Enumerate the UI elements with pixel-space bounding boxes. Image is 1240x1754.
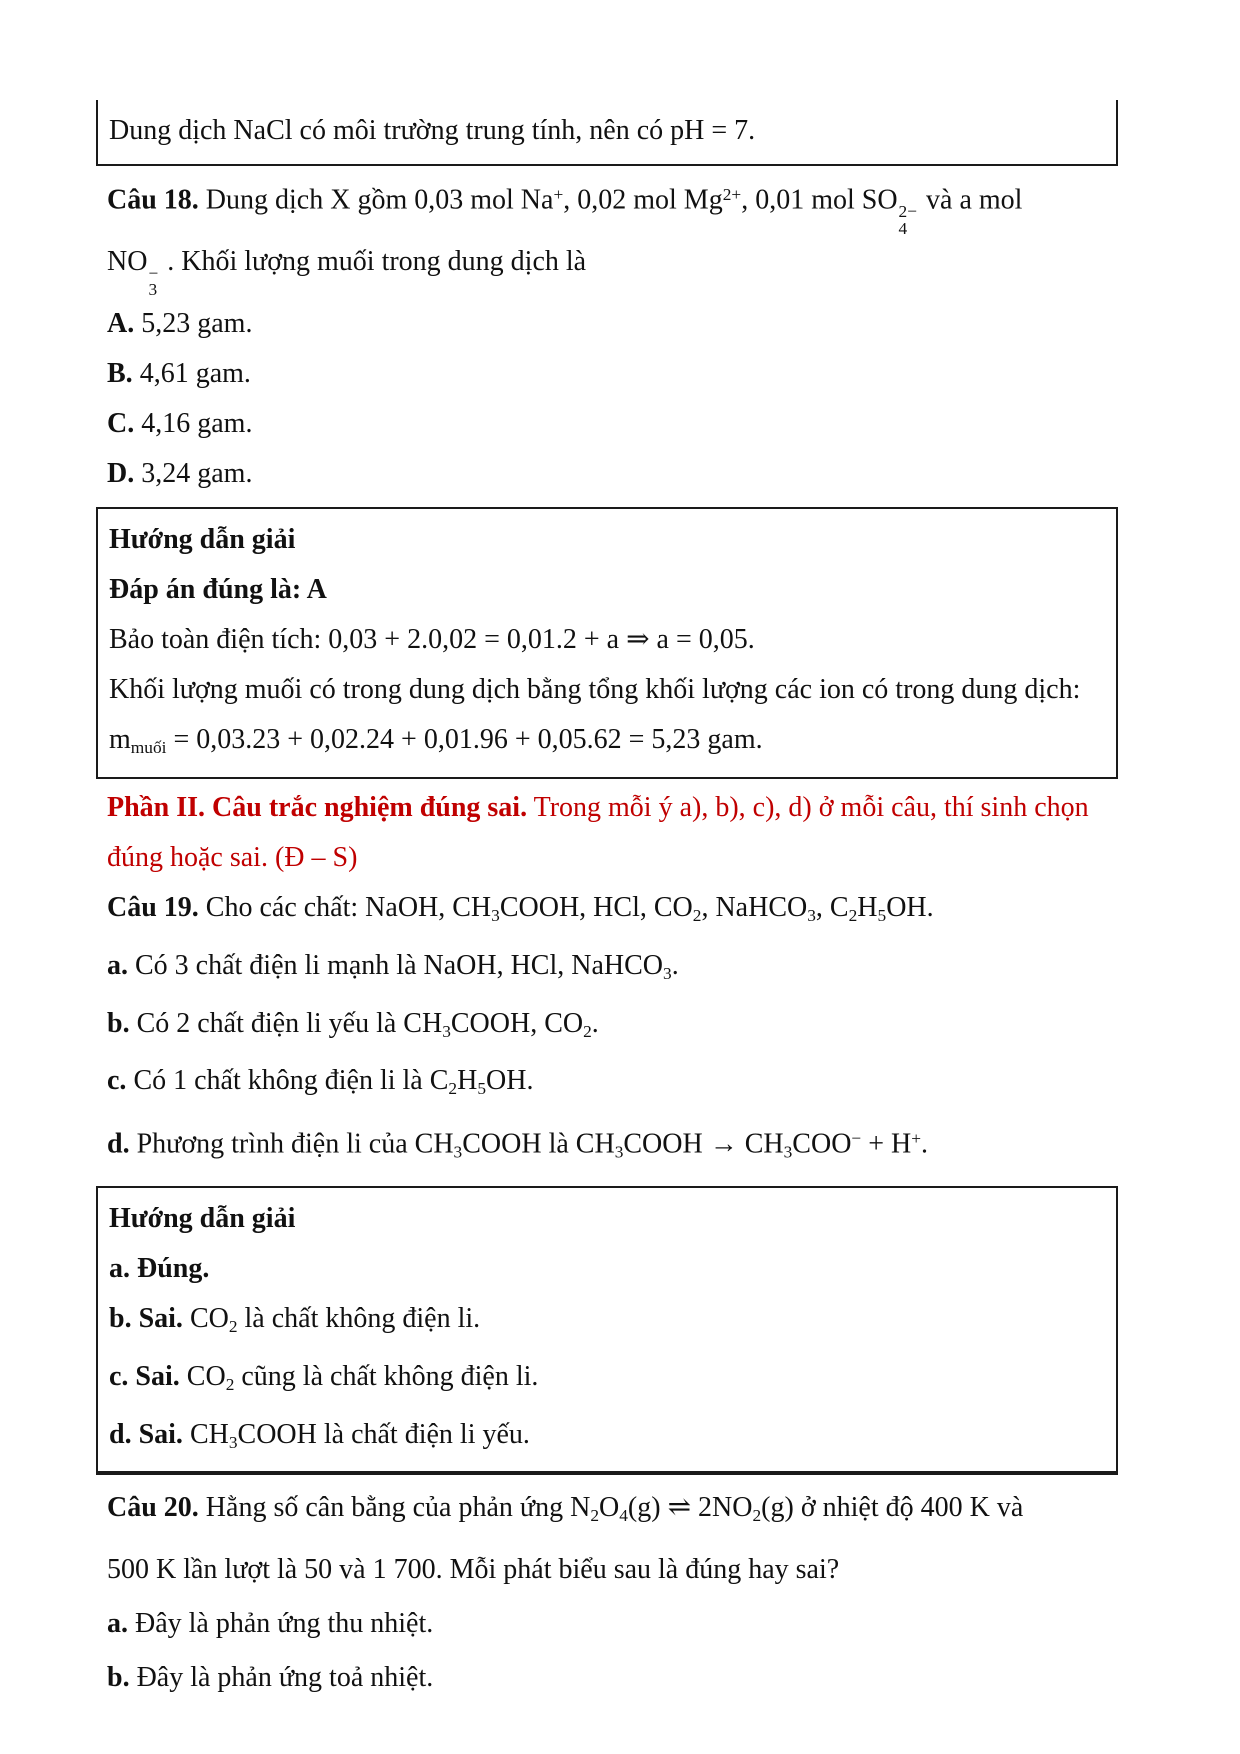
text-segment: 2: [225, 1374, 235, 1394]
text-line: [107, 1481, 1160, 1543]
text-segment: OH.: [886, 891, 934, 923]
text-segment: COOH là chất điện li yếu.: [237, 1418, 530, 1450]
text-line: [107, 783, 1160, 833]
bold-text: Câu 19.: [107, 891, 199, 923]
text-segment: CO: [179, 1360, 226, 1392]
bold-text: c.: [107, 1065, 127, 1097]
bold-text: c. Sai.: [109, 1360, 180, 1392]
text-segment: Hằng số cân bằng của phản ứng N: [198, 1492, 591, 1524]
text-segment: .: [921, 1128, 929, 1160]
text-segment: 3: [228, 1432, 238, 1452]
sup-sub-stack: [148, 263, 159, 300]
text-segment: +: [553, 185, 564, 204]
text-line: [109, 1352, 1106, 1410]
text-segment: 4,16 gam.: [134, 407, 253, 439]
text-segment: 5: [477, 1079, 487, 1099]
bold-text: d.: [107, 1128, 130, 1160]
text-segment: , C: [815, 891, 849, 923]
text-segment: , 0,01 mol: [741, 184, 862, 216]
text-line: [107, 1543, 1160, 1597]
text-line: [107, 299, 1160, 349]
text-segment: OH.: [486, 1065, 534, 1097]
text-segment: 4: [619, 1506, 628, 1526]
text-segment: COO: [792, 1128, 852, 1160]
text-segment: 3: [442, 1021, 451, 1041]
solution-box-question-18: [96, 507, 1118, 779]
text-segment: Phương trình điện li của CH: [129, 1128, 454, 1160]
text-line: [107, 1651, 1160, 1705]
bold-text: Hướng dẫn giải: [109, 1202, 296, 1234]
text-segment: 5,23 gam.: [134, 307, 253, 339]
text-line: [107, 1056, 1160, 1114]
subscript-text: 3: [148, 280, 158, 300]
text-line: [109, 1244, 1106, 1294]
bold-text: a.: [107, 949, 128, 981]
text-segment: 3: [453, 1142, 463, 1162]
text-line: [107, 999, 1160, 1057]
superscript-text: 2−: [898, 202, 918, 222]
bold-text: b.: [107, 1007, 130, 1039]
text-segment: Trong mỗi ý a), b), c), d) ở mỗi câu, thí sinh chọn: [527, 791, 1089, 823]
text-line: [109, 665, 1106, 715]
subscript-text: 4: [898, 218, 908, 238]
text-line: [107, 941, 1160, 999]
text-segment: 5: [877, 905, 887, 925]
bold-text: B.: [107, 357, 133, 389]
question-20: [107, 1481, 1160, 1705]
question-18: [107, 170, 1160, 499]
text-segment: Có 1 chất không điện li là C: [126, 1065, 449, 1097]
text-segment: H: [457, 1065, 478, 1097]
text-line: [107, 349, 1160, 399]
text-segment: .: [671, 949, 679, 981]
text-segment: CH: [182, 1418, 229, 1450]
text-segment: (g) ở nhiệt độ 400 K và: [761, 1492, 1024, 1524]
text-segment: 4,61 gam.: [132, 357, 251, 389]
text-line: [109, 1294, 1106, 1352]
bold-text: Câu 18.: [107, 184, 199, 216]
superscript-text: −: [148, 263, 159, 283]
text-segment: SO: [861, 184, 898, 216]
text-segment: Cho các chất: NaOH, CH: [198, 891, 492, 923]
text-segment: 3: [783, 1142, 793, 1162]
bold-text: Phần II. Câu trắc nghiệm đúng sai.: [107, 791, 528, 823]
text-segment: 2: [692, 905, 702, 925]
text-line: [107, 1114, 1160, 1178]
bold-text: d. Sai.: [109, 1418, 183, 1450]
text-segment: , 0,02 mol Mg: [563, 184, 723, 216]
text-segment: 2+: [722, 185, 742, 204]
text-segment: Khối lượng muối có trong dung dịch bằng tổng khối lượng các ion có trong dung dịch:: [109, 673, 1081, 705]
text-segment: . Khối lượng muối trong dung dịch là: [160, 246, 587, 278]
text-segment: Có 2 chất điện li yếu là CH: [129, 1007, 443, 1039]
text-segment: COOH → CH: [623, 1128, 784, 1160]
text-segment: 3,24 gam.: [134, 457, 253, 489]
text-segment: 2: [590, 1506, 599, 1526]
text-segment: 3: [807, 905, 816, 925]
text-segment: là chất không điện li.: [237, 1302, 481, 1334]
sup-sub-stack: [899, 204, 917, 237]
text-segment: 2: [752, 1506, 762, 1526]
text-line: [109, 615, 1106, 665]
text-line: [109, 565, 1106, 615]
text-segment: 3: [614, 1142, 624, 1162]
document-content: [96, 100, 1160, 1705]
text-segment: NO: [107, 246, 148, 278]
text-line: [107, 399, 1160, 449]
text-segment: 2: [448, 1079, 458, 1099]
text-segment: 2: [848, 905, 858, 925]
text-line: [109, 1410, 1106, 1468]
text-segment: −: [851, 1129, 862, 1149]
text-segment: Dung dịch X gồm 0,03 mol Na: [198, 184, 554, 216]
text-segment: Đây là phản ứng thu nhiệt.: [128, 1608, 434, 1640]
text-line: [109, 106, 1106, 156]
text-line: [107, 1597, 1160, 1651]
text-segment: (g) ⇌ 2NO: [627, 1492, 753, 1524]
text-segment: m: [109, 723, 131, 755]
text-segment: CO: [182, 1302, 229, 1334]
bold-text: Câu 20.: [107, 1492, 199, 1524]
text-segment: Đây là phản ứng toả nhiệt.: [129, 1662, 434, 1694]
text-segment: cũng là chất không điện li.: [234, 1360, 539, 1392]
bold-text: C.: [107, 407, 135, 439]
text-segment: 500 K lần lượt là 50 và 1 700. Mỗi phát biểu sau là đúng hay sai?: [107, 1554, 840, 1586]
text-segment: H: [857, 891, 878, 923]
bold-text: A.: [107, 307, 135, 339]
text-segment: 3: [491, 905, 500, 925]
text-segment: và a mol: [919, 184, 1023, 216]
text-segment: Dung dịch NaCl có môi trường trung tính, nên có pH = 7.: [109, 115, 756, 146]
text-segment: COOH, CO: [450, 1007, 584, 1039]
text-segment: , NaHCO: [701, 891, 808, 923]
text-segment: Có 3 chất điện li mạnh là NaOH, HCl, NaHCO: [128, 949, 664, 981]
answer-box-previous-question: [96, 100, 1118, 166]
text-segment: .: [591, 1007, 599, 1039]
text-segment: COOH là CH: [462, 1128, 615, 1160]
text-line: [107, 237, 1160, 299]
bold-text: Hướng dẫn giải: [109, 523, 296, 555]
bold-text: b.: [107, 1662, 130, 1694]
text-line: [109, 515, 1106, 565]
text-segment: 3: [663, 963, 672, 983]
text-segment: O: [599, 1492, 620, 1524]
text-segment: muối: [130, 737, 167, 757]
bold-text: a. Đúng.: [109, 1252, 210, 1284]
text-line: [107, 170, 1160, 237]
text-line: [107, 883, 1160, 941]
text-line: [107, 833, 1160, 883]
text-segment: = 0,03.23 + 0,02.24 + 0,01.96 + 0,05.62 = 5,23 gam.: [166, 723, 763, 755]
text-segment: đúng hoặc sai. (Đ – S): [107, 841, 358, 873]
text-segment: + H: [861, 1128, 912, 1160]
solution-box-question-19: [96, 1186, 1118, 1476]
bold-text: D.: [107, 457, 135, 489]
part-2-heading-and-question-19: [107, 783, 1160, 1178]
bold-text: a.: [107, 1608, 128, 1640]
text-segment: +: [911, 1129, 922, 1149]
text-segment: 2: [228, 1316, 238, 1336]
text-segment: Bảo toàn điện tích: 0,03 + 2.0,02 = 0,01.2 + a ⇒ a = 0,05.: [109, 623, 755, 655]
text-line: [107, 449, 1160, 499]
bold-text: Đáp án đúng là: A: [109, 573, 327, 605]
text-segment: 2: [583, 1021, 592, 1041]
text-segment: COOH, HCl, CO: [499, 891, 693, 923]
text-line: [109, 1194, 1106, 1244]
bold-text: b. Sai.: [109, 1302, 183, 1334]
text-line: [109, 715, 1106, 773]
